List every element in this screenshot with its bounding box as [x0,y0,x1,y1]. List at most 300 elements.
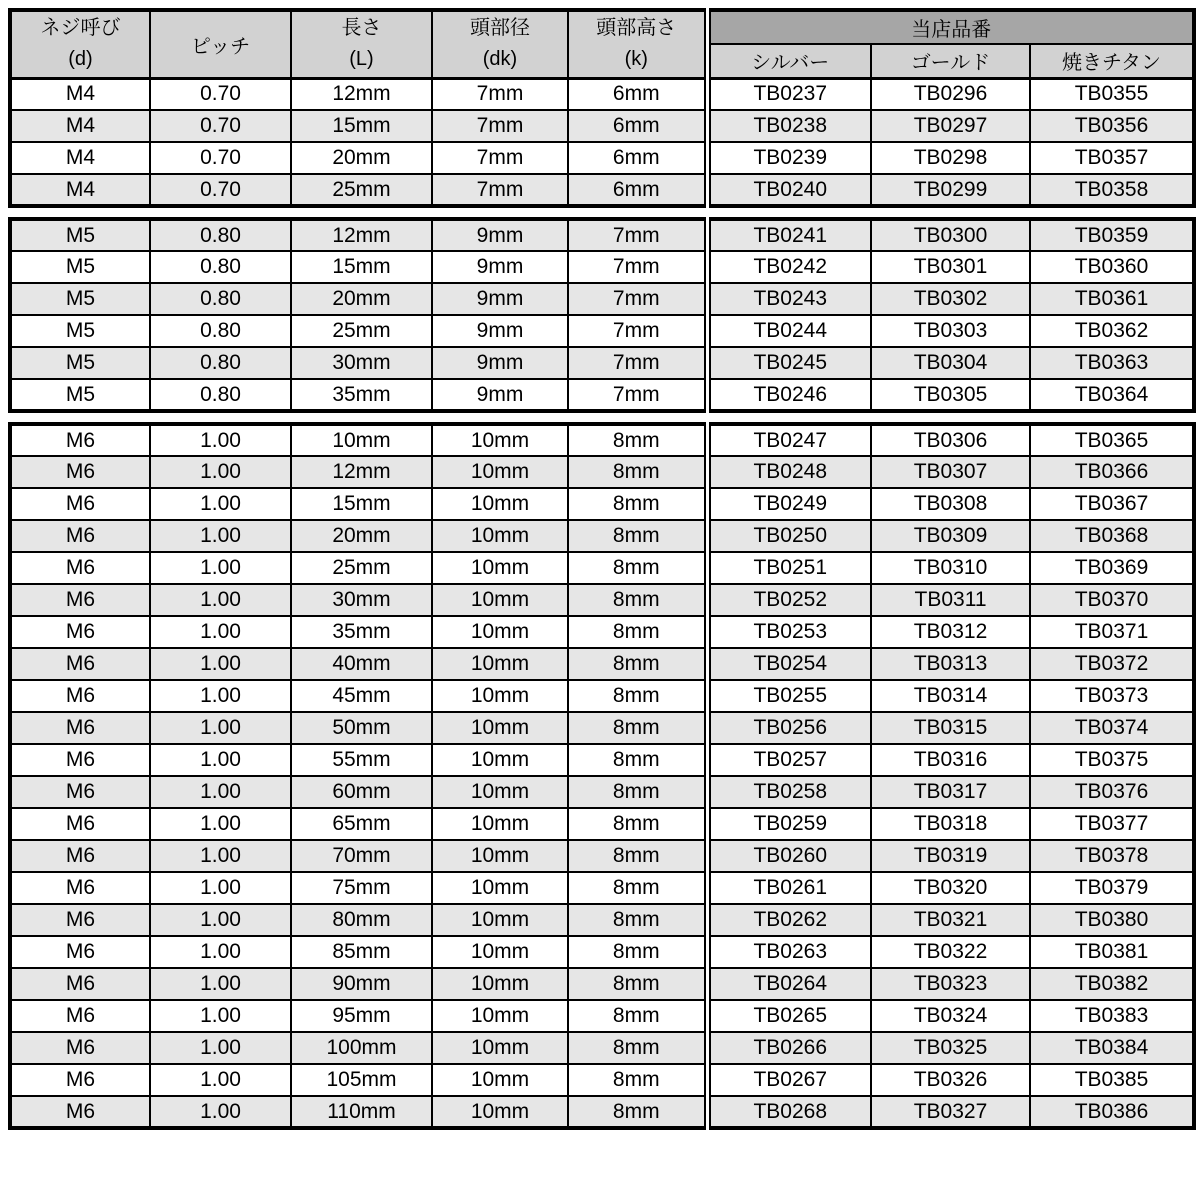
col-header-head-height [568,10,707,78]
cell-code-gold: TB0322 [871,936,1030,968]
cell-length: 105mm [291,1064,432,1096]
cell-code-silver: TB0261 [707,872,871,904]
cell-code-gold: TB0311 [871,584,1030,616]
table-row [10,174,1194,206]
cell-code-gold: TB0320 [871,872,1030,904]
table-row [10,219,1194,251]
cell-pitch: 0.70 [150,78,291,110]
col-header-head-diameter-symbol: (dk) [482,48,518,71]
cell-code-silver: TB0255 [707,680,871,712]
cell-code-silver: TB0251 [707,552,871,584]
cell-screw-size: M6 [10,552,150,584]
cell-screw-size: M6 [10,744,150,776]
cell-pitch: 1.00 [150,1064,291,1096]
col-header-burnt-titanium: 焼きチタン [1030,44,1194,78]
cell-screw-size: M5 [10,379,150,411]
cell-code-gold: TB0305 [871,379,1030,411]
cell-length: 12mm [291,78,432,110]
table-row [10,584,1194,616]
cell-screw-size: M6 [10,968,150,1000]
cell-head-height: 8mm [568,488,707,520]
cell-code-titanium: TB0370 [1030,584,1194,616]
cell-code-silver: TB0263 [707,936,871,968]
cell-code-titanium: TB0376 [1030,776,1194,808]
cell-code-silver: TB0262 [707,904,871,936]
cell-code-titanium: TB0361 [1030,283,1194,315]
cell-head-height: 8mm [568,520,707,552]
table-row [10,776,1194,808]
cell-pitch: 0.80 [150,379,291,411]
cell-pitch: 1.00 [150,1000,291,1032]
cell-code-gold: TB0318 [871,808,1030,840]
cell-code-titanium: TB0362 [1030,315,1194,347]
table-row [10,315,1194,347]
cell-head-diameter: 7mm [432,174,568,206]
cell-length: 30mm [291,584,432,616]
cell-head-diameter: 10mm [432,776,568,808]
cell-pitch: 1.00 [150,680,291,712]
cell-head-height: 8mm [568,552,707,584]
cell-code-silver: TB0253 [707,616,871,648]
cell-code-titanium: TB0367 [1030,488,1194,520]
col-header-gold: ゴールド [871,44,1030,78]
cell-code-silver: TB0265 [707,1000,871,1032]
table-row [10,78,1194,110]
table-row [10,110,1194,142]
cell-pitch: 1.00 [150,808,291,840]
cell-code-titanium: TB0368 [1030,520,1194,552]
cell-length: 55mm [291,744,432,776]
cell-length: 70mm [291,840,432,872]
cell-length: 110mm [291,1096,432,1128]
col-header-screw-size [10,10,150,78]
cell-code-titanium: TB0381 [1030,936,1194,968]
cell-length: 35mm [291,379,432,411]
col-header-pitch-title: ピッチ [190,35,251,58]
cell-code-titanium: TB0356 [1030,110,1194,142]
cell-code-gold: TB0306 [871,424,1030,456]
cell-head-height: 8mm [568,616,707,648]
cell-head-diameter: 9mm [432,315,568,347]
cell-head-diameter: 10mm [432,744,568,776]
cell-code-silver: TB0260 [707,840,871,872]
cell-head-height: 7mm [568,251,707,283]
cell-code-silver: TB0246 [707,379,871,411]
cell-code-silver: TB0243 [707,283,871,315]
cell-screw-size: M6 [10,1032,150,1064]
cell-length: 75mm [291,872,432,904]
cell-screw-size: M6 [10,872,150,904]
cell-pitch: 1.00 [150,616,291,648]
cell-code-silver: TB0245 [707,347,871,379]
col-header-silver: シルバー [707,44,871,78]
cell-head-diameter: 10mm [432,1032,568,1064]
cell-head-height: 8mm [568,968,707,1000]
cell-code-titanium: TB0386 [1030,1096,1194,1128]
cell-code-gold: TB0319 [871,840,1030,872]
cell-code-titanium: TB0363 [1030,347,1194,379]
col-header-screw-size-symbol: (d) [68,48,93,71]
cell-screw-size: M6 [10,488,150,520]
cell-head-diameter: 10mm [432,808,568,840]
cell-code-titanium: TB0358 [1030,174,1194,206]
table-row [10,520,1194,552]
cell-code-titanium: TB0366 [1030,456,1194,488]
cell-code-silver: TB0239 [707,142,871,174]
cell-length: 85mm [291,936,432,968]
cell-head-height: 8mm [568,776,707,808]
cell-head-diameter: 9mm [432,347,568,379]
col-header-pitch [150,10,291,78]
cell-screw-size: M4 [10,174,150,206]
cell-code-titanium: TB0382 [1030,968,1194,1000]
cell-code-titanium: TB0364 [1030,379,1194,411]
cell-head-height: 8mm [568,424,707,456]
cell-head-height: 6mm [568,78,707,110]
cell-code-gold: TB0309 [871,520,1030,552]
cell-head-diameter: 10mm [432,1064,568,1096]
cell-head-height: 7mm [568,219,707,251]
cell-screw-size: M6 [10,808,150,840]
table-row [10,744,1194,776]
col-header-head-diameter-title: 頭部径 [470,17,530,40]
cell-head-diameter: 10mm [432,488,568,520]
cell-code-silver: TB0244 [707,315,871,347]
cell-length: 80mm [291,904,432,936]
cell-code-gold: TB0301 [871,251,1030,283]
col-header-product-number-group: 当店品番 [707,10,1194,44]
cell-head-diameter: 10mm [432,872,568,904]
cell-screw-size: M6 [10,1096,150,1128]
cell-code-silver: TB0248 [707,456,871,488]
cell-code-gold: TB0326 [871,1064,1030,1096]
cell-head-diameter: 10mm [432,936,568,968]
cell-code-gold: TB0303 [871,315,1030,347]
cell-code-silver: TB0254 [707,648,871,680]
cell-code-titanium: TB0372 [1030,648,1194,680]
table-row [10,648,1194,680]
cell-length: 90mm [291,968,432,1000]
cell-code-titanium: TB0384 [1030,1032,1194,1064]
cell-length: 25mm [291,174,432,206]
cell-head-height: 8mm [568,936,707,968]
cell-code-silver: TB0237 [707,78,871,110]
cell-pitch: 1.00 [150,936,291,968]
cell-head-height: 7mm [568,315,707,347]
cell-pitch: 0.80 [150,347,291,379]
cell-pitch: 0.70 [150,142,291,174]
cell-head-height: 8mm [568,904,707,936]
cell-code-titanium: TB0357 [1030,142,1194,174]
cell-code-titanium: TB0379 [1030,872,1194,904]
cell-code-silver: TB0242 [707,251,871,283]
cell-length: 100mm [291,1032,432,1064]
table-row [10,904,1194,936]
section-m6-rows [10,424,1194,1128]
cell-screw-size: M5 [10,315,150,347]
cell-code-titanium: TB0365 [1030,424,1194,456]
cell-code-silver: TB0259 [707,808,871,840]
cell-head-height: 8mm [568,648,707,680]
cell-code-titanium: TB0383 [1030,1000,1194,1032]
col-header-length-symbol: (L) [349,48,374,71]
cell-length: 30mm [291,347,432,379]
cell-head-height: 8mm [568,1064,707,1096]
table-row [10,712,1194,744]
cell-code-gold: TB0324 [871,1000,1030,1032]
table-row [10,1096,1194,1128]
cell-head-diameter: 10mm [432,712,568,744]
cell-pitch: 1.00 [150,648,291,680]
cell-code-silver: TB0241 [707,219,871,251]
cell-screw-size: M4 [10,110,150,142]
cell-screw-size: M6 [10,584,150,616]
table-row [10,347,1194,379]
cell-head-diameter: 10mm [432,616,568,648]
table-row [10,1000,1194,1032]
cell-head-diameter: 7mm [432,110,568,142]
cell-length: 20mm [291,142,432,174]
cell-length: 60mm [291,776,432,808]
cell-head-height: 8mm [568,1096,707,1128]
cell-head-height: 8mm [568,808,707,840]
table-row [10,968,1194,1000]
cell-code-titanium: TB0377 [1030,808,1194,840]
cell-length: 25mm [291,315,432,347]
cell-pitch: 1.00 [150,744,291,776]
cell-code-gold: TB0323 [871,968,1030,1000]
cell-pitch: 1.00 [150,840,291,872]
cell-length: 25mm [291,552,432,584]
table-row [10,936,1194,968]
table-row [10,616,1194,648]
cell-pitch: 1.00 [150,872,291,904]
cell-code-gold: TB0298 [871,142,1030,174]
table-row [10,840,1194,872]
cell-code-silver: TB0268 [707,1096,871,1128]
cell-pitch: 1.00 [150,456,291,488]
cell-head-diameter: 10mm [432,552,568,584]
cell-length: 12mm [291,219,432,251]
cell-head-diameter: 9mm [432,283,568,315]
cell-head-height: 8mm [568,456,707,488]
cell-head-height: 7mm [568,379,707,411]
cell-code-titanium: TB0385 [1030,1064,1194,1096]
cell-length: 35mm [291,616,432,648]
cell-head-height: 8mm [568,872,707,904]
cell-head-height: 7mm [568,347,707,379]
cell-screw-size: M6 [10,904,150,936]
cell-pitch: 1.00 [150,1032,291,1064]
cell-pitch: 0.80 [150,219,291,251]
cell-code-silver: TB0249 [707,488,871,520]
cell-code-titanium: TB0378 [1030,840,1194,872]
cell-head-height: 6mm [568,174,707,206]
spec-table-m6 [8,422,1196,1130]
cell-pitch: 1.00 [150,904,291,936]
cell-pitch: 0.80 [150,315,291,347]
cell-code-titanium: TB0371 [1030,616,1194,648]
cell-head-diameter: 9mm [432,379,568,411]
cell-screw-size: M6 [10,648,150,680]
cell-pitch: 1.00 [150,584,291,616]
cell-pitch: 1.00 [150,488,291,520]
cell-code-silver: TB0247 [707,424,871,456]
cell-screw-size: M5 [10,283,150,315]
cell-head-height: 8mm [568,1000,707,1032]
cell-code-gold: TB0313 [871,648,1030,680]
cell-length: 15mm [291,110,432,142]
table-row [10,456,1194,488]
cell-code-titanium: TB0374 [1030,712,1194,744]
cell-head-diameter: 7mm [432,142,568,174]
cell-code-gold: TB0296 [871,78,1030,110]
cell-code-gold: TB0315 [871,712,1030,744]
cell-screw-size: M6 [10,520,150,552]
table-header [10,10,1194,78]
cell-length: 15mm [291,488,432,520]
cell-code-gold: TB0308 [871,488,1030,520]
cell-code-silver: TB0266 [707,1032,871,1064]
cell-pitch: 1.00 [150,552,291,584]
table-row [10,283,1194,315]
spec-table-m5 [8,217,1196,413]
cell-screw-size: M5 [10,219,150,251]
cell-screw-size: M6 [10,680,150,712]
cell-code-silver: TB0256 [707,712,871,744]
cell-code-gold: TB0314 [871,680,1030,712]
table-row [10,379,1194,411]
cell-code-gold: TB0316 [871,744,1030,776]
cell-code-silver: TB0252 [707,584,871,616]
cell-screw-size: M6 [10,1064,150,1096]
cell-code-silver: TB0267 [707,1064,871,1096]
cell-code-gold: TB0327 [871,1096,1030,1128]
table-row [10,808,1194,840]
cell-head-diameter: 10mm [432,968,568,1000]
cell-length: 15mm [291,251,432,283]
table-row [10,488,1194,520]
cell-head-height: 6mm [568,142,707,174]
cell-pitch: 0.80 [150,251,291,283]
cell-code-silver: TB0258 [707,776,871,808]
cell-head-diameter: 10mm [432,840,568,872]
cell-code-titanium: TB0359 [1030,219,1194,251]
cell-screw-size: M6 [10,840,150,872]
cell-code-titanium: TB0375 [1030,744,1194,776]
cell-code-silver: TB0238 [707,110,871,142]
cell-code-titanium: TB0355 [1030,78,1194,110]
cell-code-gold: TB0310 [871,552,1030,584]
cell-head-diameter: 10mm [432,648,568,680]
col-header-head-height-symbol: (k) [624,48,648,71]
cell-pitch: 1.00 [150,424,291,456]
cell-code-gold: TB0304 [871,347,1030,379]
cell-code-silver: TB0240 [707,174,871,206]
table-row [10,1064,1194,1096]
cell-code-gold: TB0299 [871,174,1030,206]
cell-head-diameter: 10mm [432,1000,568,1032]
cell-code-gold: TB0321 [871,904,1030,936]
col-header-head-diameter [432,10,568,78]
cell-screw-size: M6 [10,712,150,744]
cell-pitch: 1.00 [150,1096,291,1128]
table-row [10,1032,1194,1064]
cell-screw-size: M4 [10,78,150,110]
cell-head-height: 7mm [568,283,707,315]
cell-code-gold: TB0300 [871,219,1030,251]
cell-head-diameter: 10mm [432,1096,568,1128]
cell-head-diameter: 10mm [432,680,568,712]
cell-head-height: 8mm [568,712,707,744]
col-header-length [291,10,432,78]
table-row [10,680,1194,712]
cell-code-titanium: TB0369 [1030,552,1194,584]
cell-pitch: 1.00 [150,520,291,552]
cell-length: 95mm [291,1000,432,1032]
cell-pitch: 0.70 [150,174,291,206]
table-row [10,251,1194,283]
cell-code-gold: TB0312 [871,616,1030,648]
table-row [10,552,1194,584]
cell-screw-size: M6 [10,616,150,648]
cell-screw-size: M6 [10,936,150,968]
cell-length: 12mm [291,456,432,488]
section-m5-rows [10,219,1194,411]
cell-code-titanium: TB0380 [1030,904,1194,936]
cell-pitch: 1.00 [150,776,291,808]
cell-code-titanium: TB0373 [1030,680,1194,712]
cell-code-silver: TB0250 [707,520,871,552]
cell-head-height: 8mm [568,680,707,712]
cell-head-height: 6mm [568,110,707,142]
cell-code-titanium: TB0360 [1030,251,1194,283]
cell-pitch: 1.00 [150,968,291,1000]
table-row [10,424,1194,456]
cell-length: 10mm [291,424,432,456]
cell-screw-size: M4 [10,142,150,174]
cell-code-gold: TB0317 [871,776,1030,808]
spec-table-m4 [8,8,1196,208]
cell-screw-size: M6 [10,424,150,456]
cell-length: 50mm [291,712,432,744]
cell-head-height: 8mm [568,840,707,872]
cell-head-height: 8mm [568,744,707,776]
cell-screw-size: M6 [10,1000,150,1032]
cell-head-height: 8mm [568,1032,707,1064]
cell-screw-size: M5 [10,251,150,283]
cell-screw-size: M5 [10,347,150,379]
cell-head-diameter: 9mm [432,251,568,283]
cell-head-diameter: 10mm [432,424,568,456]
table-row [10,872,1194,904]
col-header-length-title: 長さ [341,17,382,40]
cell-code-gold: TB0325 [871,1032,1030,1064]
cell-head-diameter: 10mm [432,584,568,616]
cell-length: 20mm [291,520,432,552]
cell-head-diameter: 7mm [432,78,568,110]
cell-code-silver: TB0264 [707,968,871,1000]
cell-screw-size: M6 [10,456,150,488]
cell-pitch: 1.00 [150,712,291,744]
cell-length: 40mm [291,648,432,680]
cell-length: 45mm [291,680,432,712]
cell-head-diameter: 10mm [432,904,568,936]
cell-code-silver: TB0257 [707,744,871,776]
cell-length: 20mm [291,283,432,315]
cell-code-gold: TB0302 [871,283,1030,315]
cell-length: 65mm [291,808,432,840]
